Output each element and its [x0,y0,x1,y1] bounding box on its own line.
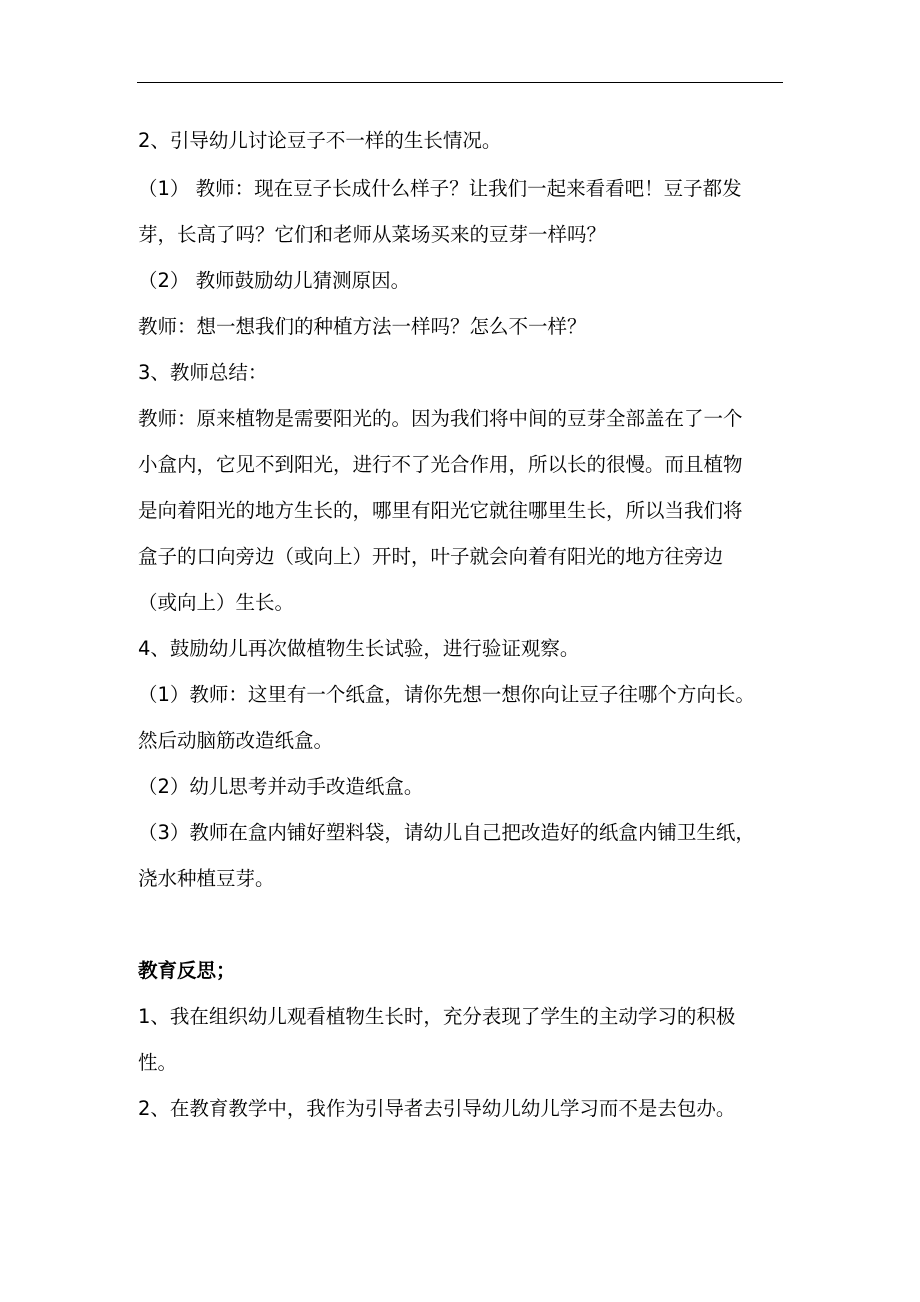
paragraph-line: （或向上）生长。 [138,591,295,614]
paragraph-line: 芽，长高了吗？它们和老师从菜场买来的豆芽一样吗？ [138,223,607,246]
reflection-line: 2、在教育教学中，我作为引导者去引导幼儿幼儿学习而不是去包办。 [138,1097,736,1120]
paragraph-line: （2） 教师鼓励幼儿猜测原因。 [138,269,411,292]
step-2-heading: 2、引导幼儿讨论豆子不一样的生长情况。 [138,129,502,152]
paragraph-line: （1）教师：这里有一个纸盒，请你先想一想你向让豆子往哪个方向长。 [138,683,755,706]
paragraph-line: 小盒内，它见不到阳光，进行不了光合作用，所以长的很慢。而且植物 [138,453,743,476]
paragraph-line: 然后动脑筋改造纸盒。 [138,729,334,752]
paragraph-line: 教师：原来植物是需要阳光的。因为我们将中间的豆芽全部盖在了一个 [138,407,743,430]
paragraph-line: （3）教师在盒内铺好塑料袋，请幼儿自己把改造好的纸盒内铺卫生纸， [138,821,755,844]
reflection-heading: 教育反思； [138,959,236,982]
reflection-line: 1、我在组织幼儿观看植物生长时，充分表现了学生的主动学习的积极 [138,1005,736,1028]
reflection-line: 性。 [138,1051,178,1074]
paragraph-line: （2）幼儿思考并动手改造纸盒。 [138,775,424,798]
paragraph-line: 盒子的口向旁边（或向上）开时，叶子就会向着有阳光的地方往旁边 [138,545,724,568]
paragraph-line: 浇水种植豆芽。 [138,867,275,890]
paragraph-line: 教师：想一想我们的种植方法一样吗？怎么不一样？ [138,315,587,338]
header-rule [137,82,783,83]
step-3-heading: 3、教师总结： [138,361,268,384]
step-4-heading: 4、鼓励幼儿再次做植物生长试验，进行验证观察。 [138,637,580,660]
paragraph-line: 是向着阳光的地方生长的，哪里有阳光它就往哪里生长，所以当我们将 [138,499,743,522]
section-gap [138,902,798,948]
paragraph-line: （1） 教师：现在豆子长成什么样子？让我们一起来看看吧！豆子都发 [138,177,742,200]
document-body [138,118,798,1132]
